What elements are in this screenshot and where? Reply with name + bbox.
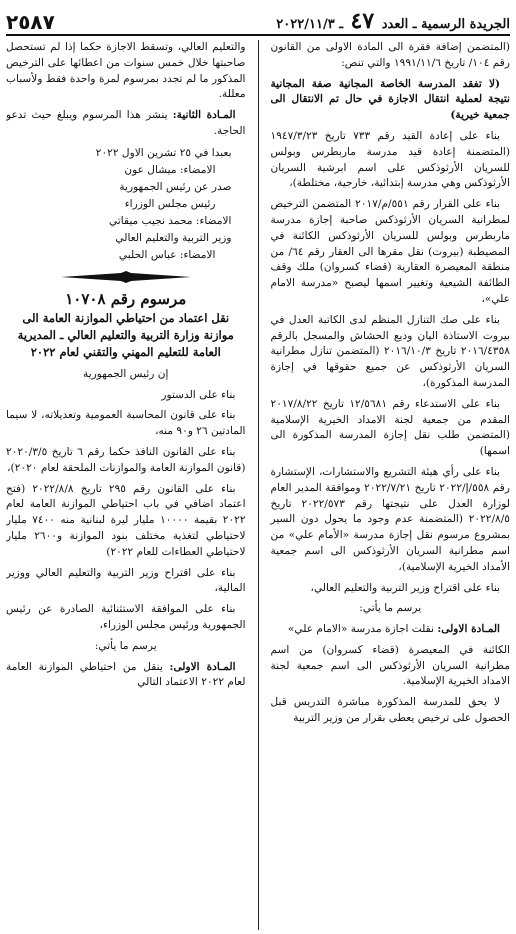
paragraph: بناء على الدستور bbox=[161, 388, 236, 401]
article-label: المـادة الاولى: bbox=[169, 660, 236, 673]
article-label: المـادة الثانية: bbox=[172, 109, 236, 122]
signature-president: الامضاء: ميشال عون bbox=[124, 163, 216, 176]
paragraph: بناء على قانون المحاسبة العمومية وتعديلاته، لا سيما المادتين ٢٦ و٩٠ منه، bbox=[6, 409, 246, 438]
signature-issued-by: صدر عن رئيس الجمهورية bbox=[119, 180, 232, 193]
article-2 bbox=[6, 108, 246, 140]
paragraph: بناء على رأي هيئة التشريع والاستشارات، الإستشارة رقم ٥٥٨/إ/٢٠٢٢ تاريخ ٢٠٢٢/٧/٢١ وموافقة المدير العام لوزارة العدل على نتيجتها رقم ٢٠٢٢/٥٧٣ تاريخ ٢٠٢٢/٨/٥ (المتضمنة عدم وجود ما يحول دون السير بمشروع مرسوم نقل إجازة مدرسة «الأمام علي» من اسم مطرانية السريان الأرثوذكس الى اسم جمعية الأمداد الخيرية الإسلامية)، bbox=[270, 465, 510, 573]
right-column bbox=[265, 40, 511, 930]
signature-place-date: بعبدا في ٢٥ تشرين الاول ٢٠٢٢ bbox=[95, 146, 232, 159]
journal-name: الجريدة الرسمية ـ العدد bbox=[381, 17, 510, 32]
issue-number: ٤٧ bbox=[350, 8, 375, 34]
section-ornament bbox=[6, 270, 246, 284]
paragraph: بناء على اقتراح وزير التربية والتعليم العالي ووزير المالية، bbox=[6, 566, 246, 595]
paragraph: بناء على صك التنازل المنظم لدى الكاتبة العدل في بيروت الاستاذة اليان وديع الحشاش والمسجل بالرقم ٢٠١٦/٤٣٥٨ تاريخ ٢٠١٦/١٠/٣ (المتضمن تنازل مطرانية السريان الأرثوذكس عن جميع حقوقها في إجازة المدرسة المذكورة)، bbox=[270, 313, 510, 389]
article-1 bbox=[271, 622, 511, 638]
decree-formula: يرسم ما يأتي: bbox=[94, 639, 157, 652]
page-header bbox=[6, 6, 510, 36]
columns bbox=[6, 40, 510, 930]
journal-header bbox=[276, 8, 510, 34]
signature-pm-title: رئيس مجلس الوزراء bbox=[124, 197, 216, 210]
paragraph: بناء على القانون النافذ حكما رقم ٦ تاريخ ٢٠٢٠/٣/٥ (قانون الموازنة العامة والموازنات الملحقة لعام ٢٠٢٠)، bbox=[6, 445, 246, 474]
paragraph: بناء على الاستدعاء رقم ١٢/٥٦٨١ تاريخ ٢٠١٧/٨/٢٢ المقدم من جمعية لجنة الامداد الخيرية الإسلامية (المتضمن طلب نقل إجازة المدرسة المذكورة الى اسمها) bbox=[270, 397, 510, 458]
paragraph: إن رئيس الجمهورية bbox=[83, 367, 169, 380]
issue-date: ـ ٢٠٢٢/١١/٣ bbox=[276, 17, 344, 32]
article-label: المـادة الاولى: bbox=[437, 623, 500, 636]
paragraph: (المتضمن إضافة فقرة الى المادة الاولى من القانون رقم ١٠٤/ تاريخ ١٩٩١/١١/٦ والتي تنص: bbox=[270, 41, 510, 69]
paragraph: بناء على اقتراح وزير التربية والتعليم العالي، bbox=[310, 581, 500, 594]
left-column bbox=[6, 40, 252, 930]
paragraph: بناء على إعادة القيد رقم ٧٣٣ تاريخ ١٩٤٧/٣/٢٣ (المتضمنة إعادة قيد مدرسة ماربطرس وبولس للسريان الأرثوذكس على اسم ابرشية السريان الأرثوذكس وهي مدرسة إبتدائية، خارجية، مختلطة)، bbox=[270, 129, 510, 190]
paragraph: الكائنة في المعيصرة (قضاء كسروان) من اسم مطرانية السريان الأرثوذكس الى اسم جمعية لجنة الامداد الخيرية الإسلامية. bbox=[270, 643, 510, 688]
signature-pm: الامضاء: محمد نجيب ميقاتي bbox=[108, 214, 232, 227]
signature-minister: الامضاء: عباس الحلبي bbox=[118, 248, 216, 261]
article-1 bbox=[6, 660, 246, 692]
decree-subject: نقل اعتماد من احتياطي الموازنة العامة الى موازنة وزارة التربية والتعليم العالي ـ المديرية العامة للتعليم المهني والتقني لعام ٢٠٢٢ bbox=[17, 310, 234, 359]
article-start: نقلت اجازة مدرسة «الامام علي» bbox=[287, 623, 434, 636]
signature-minister-title: وزير التربية والتعليم العالي bbox=[115, 231, 232, 244]
column-divider bbox=[258, 40, 259, 930]
quoted-clause: (لا تفقد المدرسة الخاصة المجانية صفة المجانية نتيجة لعملية انتقال الاجازة في حال تم الانتقال الى جمعية خيرية) bbox=[270, 77, 510, 122]
decree-formula: يرسم ما يأتي: bbox=[359, 602, 422, 615]
ornament-line-icon bbox=[61, 271, 191, 283]
paragraph: بناء على القانون رقم ٢٩٥ تاريخ ٢٠٢٢/٨/٨ (فتح اعتماد اضافي في باب احتياطي الموازنة العامة لعام ٢٠٢٢ بقيمة ١٠٠٠٠ مليار ليرة لبنانية منه ٧٤٠٠ مليار لاحتياطي لتغذية مختلف بنود الموازنة و٢٦٠٠ مليار لاحتياطي العطاءات للعام ٢٠٢٢) bbox=[6, 482, 246, 558]
paragraph: بناء على الموافقة الاستثنائية الصادرة عن رئيس الجمهورية ورئيس مجلس الوزراء، bbox=[6, 603, 246, 631]
decree-title: مرسوم رقم ١٠٧٠٨ bbox=[65, 289, 187, 308]
article-text: ينقل من احتياطي الموازنة العامة لعام ٢٠٢٢ الاعتماد التالي bbox=[6, 660, 246, 689]
paragraph: والتعليم العالي، وتسقط الاجازة حكما إذا لم تستحصل صاحبتها خلال خمس سنوات من اعطائها على الترخيص المذكور ما لم تجدد بمرسوم لمرة واحدة فقط ولأسباب معللة. bbox=[6, 41, 246, 101]
page-number: ٢٥٨٧ bbox=[6, 10, 55, 34]
article-text: ينشر هذا المرسوم ويبلغ حيث تدعو الحاجة. bbox=[6, 109, 246, 137]
paragraph: لا يحق للمدرسة المذكورة مباشرة التدريس قبل الحصول على ترخيص يعطى بقرار من وزير التربية bbox=[270, 696, 510, 725]
paragraph: بناء على القرار رقم ٥٥١/م/٢٠١٧ المتضمن الترخيص لمطرانية السريان الأرثوذكس صاحبة إجازة مدرسة ماربطرس وبولس للسريان الأرثوذكس الكائنة في المصيطبة (بيروت) نقل مقرها الى العقار رقم ٦٤/ من منطقة المعيصرة العقارية (قضاء كسروان) ملك وقف الطائفة الشيعية وتغيير اسمها ليصبح «مدرسة الامام علي»، bbox=[270, 198, 510, 305]
